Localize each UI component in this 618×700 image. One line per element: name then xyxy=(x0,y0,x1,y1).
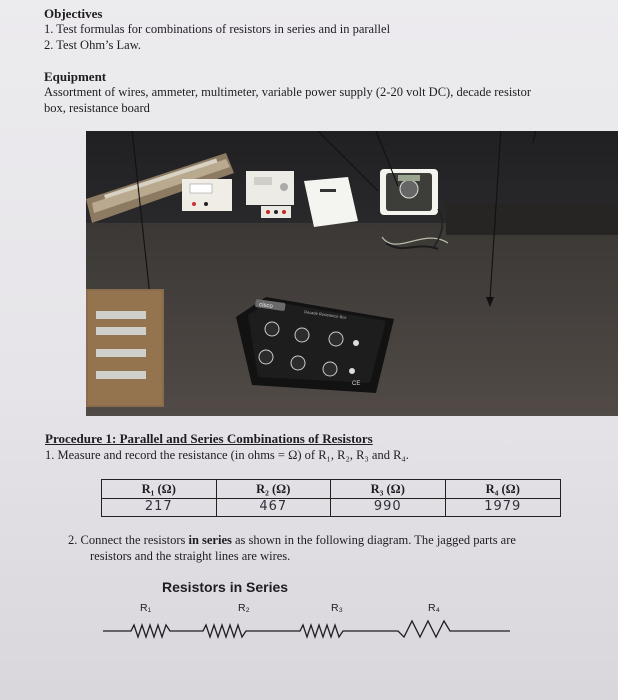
procedure-heading: Procedure 1: Parallel and Series Combinations of Resistors xyxy=(45,431,373,446)
value-r2: 467 xyxy=(217,499,332,516)
procedure-step-1: 1. Measure and record the resistance (in ohms = Ω) of R₁, R₂, R₃ and R₄. xyxy=(45,448,409,462)
header-r4: R₄ (Ω) xyxy=(446,480,561,499)
step-2-suffix: as shown in the following diagram. The jagged parts are xyxy=(231,533,516,547)
decade-box-back xyxy=(446,203,618,235)
header-r2: R₂ (Ω) xyxy=(217,480,332,499)
resistance-board xyxy=(86,289,164,407)
label-r1: R₁ xyxy=(140,602,152,614)
equipment-heading: Equipment xyxy=(44,69,107,84)
step-2-prefix: 2. Connect the resistors xyxy=(68,533,189,547)
resistance-table xyxy=(101,479,561,517)
objective-item-2: 2. Test Ohm’s Law. xyxy=(44,38,142,52)
procedure-step-2-line2: resistors and the straight lines are wires. xyxy=(90,549,291,563)
box-name-label: Decade Resistance Box xyxy=(303,309,347,320)
series-resistor-path xyxy=(103,621,510,637)
step-2-emphasis: in series xyxy=(188,533,232,547)
ce-mark: CE xyxy=(352,381,361,387)
value-r3: 990 xyxy=(331,499,446,516)
value-r4: 1979 xyxy=(484,499,522,514)
equipment-photo xyxy=(86,131,618,416)
label-r3: R₃ xyxy=(331,602,343,614)
series-circuit-diagram xyxy=(0,615,618,645)
multimeter xyxy=(380,169,438,215)
equipment-text-line1: Assortment of wires, ammeter, multimeter, variable power supply (2-20 volt DC), decade resistor xyxy=(44,85,532,99)
multimeter-manual xyxy=(304,177,358,227)
box-brand-label: cisco xyxy=(258,302,274,310)
label-r2: R₂ xyxy=(238,602,250,614)
label-r4: R₄ xyxy=(428,602,440,614)
header-r1: R₁ (Ω) xyxy=(102,480,217,499)
value-r1: 217 xyxy=(102,499,217,516)
procedure-step-2 xyxy=(68,533,516,548)
objective-item-1: 1. Test formulas for combinations of resistors in series and in parallel xyxy=(44,22,391,36)
arrow-power-supply xyxy=(533,131,546,143)
equipment-text-line2: box, resistance board xyxy=(44,101,150,115)
header-r3: R₃ (Ω) xyxy=(331,480,446,499)
objectives-heading: Objectives xyxy=(44,6,103,21)
equipment-photo-drawing xyxy=(86,131,618,416)
power-supply xyxy=(246,171,294,218)
series-diagram-title: Resistors in Series xyxy=(162,579,289,595)
ammeter xyxy=(182,179,232,211)
